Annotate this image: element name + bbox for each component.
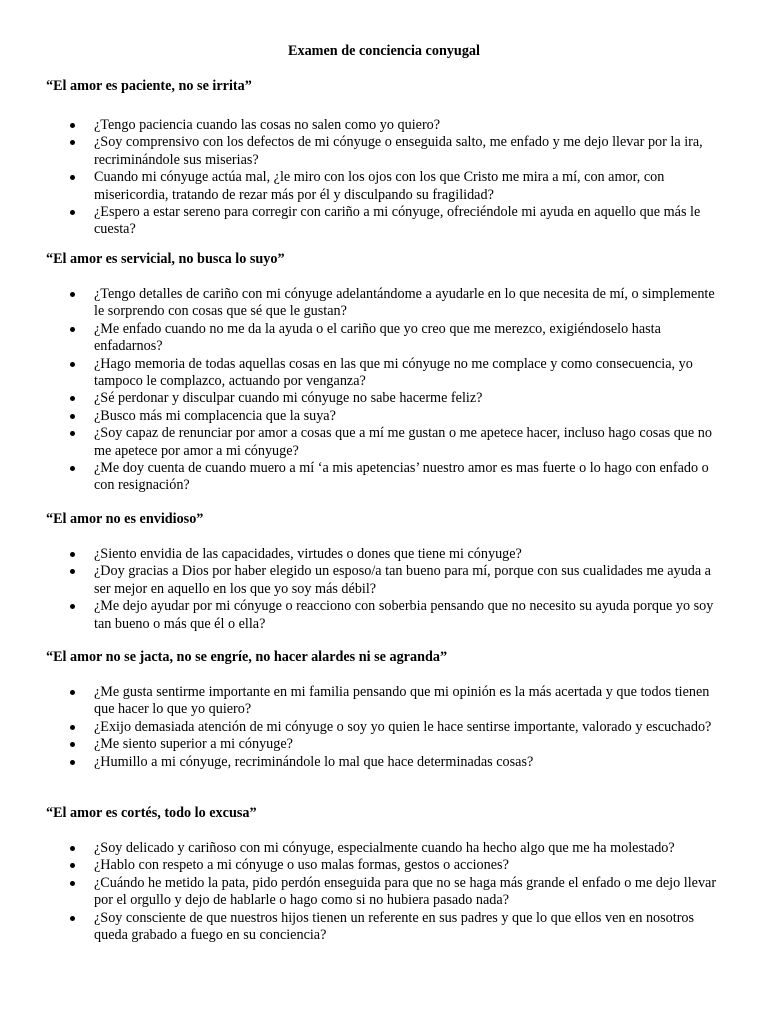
- section-heading: “El amor es cortés, todo lo excusa”: [46, 805, 257, 821]
- section-envidioso: [46, 511, 726, 633]
- bullet-icon: [70, 725, 75, 730]
- question-list: [46, 286, 726, 495]
- document-title: Examen de conciencia conyugal: [288, 43, 480, 59]
- question-list: [46, 117, 726, 239]
- section-heading: “El amor es paciente, no se irrita”: [46, 78, 252, 94]
- question-item: ¿Tengo detalles de cariño con mi cónyuge adelantándome a ayudarle en lo que necesita de mí, o simplemente le sorprendo con cosas que sé que le gustan?: [46, 286, 726, 321]
- question-list: [46, 840, 726, 944]
- bullet-icon: [70, 292, 75, 297]
- question-item: ¿Me siento superior a mi cónyuge?: [46, 736, 726, 753]
- question-item: ¿Cuándo he metido la pata, pido perdón enseguida para que no se haga más grande el enfado o me dejo llevar por el orgullo y dejo de hablarle o hago como si no hubiera pasado nada?: [46, 875, 726, 910]
- bullet-icon: [70, 690, 75, 695]
- bullet-icon: [70, 552, 75, 557]
- bullet-icon: [70, 569, 75, 574]
- section-paciente: [46, 78, 726, 239]
- question-item: ¿Doy gracias a Dios por haber elegido un esposo/a tan bueno para mí, porque con sus cualidades me ayuda a ser mejor en aquello en los que yo soy más débil?: [46, 563, 726, 598]
- question-item: ¿Hago memoria de todas aquellas cosas en las que mi cónyuge no me complace y como consecuencia, yo tampoco le complazco, actuando por venganza?: [46, 356, 726, 391]
- question-item: ¿Hablo con respeto a mi cónyuge o uso malas formas, gestos o acciones?: [46, 857, 726, 874]
- bullet-icon: [70, 431, 75, 436]
- section-heading: “El amor no se jacta, no se engríe, no hacer alardes ni se agranda”: [46, 649, 448, 665]
- question-item: ¿Me gusta sentirme importante en mi familia pensando que mi opinión es la más acertada y que todos tienen que hacer lo que yo quiero?: [46, 684, 726, 719]
- question-list: [46, 546, 726, 633]
- question-list: [46, 684, 726, 771]
- question-item: ¿Exijo demasiada atención de mi cónyuge o soy yo quien le hace sentirse importante, valorado y escuchado?: [46, 719, 726, 736]
- bullet-icon: [70, 863, 75, 868]
- question-item: ¿Me dejo ayudar por mi cónyuge o reacciono con soberbia pensando que no necesito su ayuda porque yo soy tan bueno o más que él o ella?: [46, 598, 726, 633]
- bullet-icon: [70, 742, 75, 747]
- section-cortes: [46, 805, 726, 944]
- bullet-icon: [70, 175, 75, 180]
- question-item: ¿Tengo paciencia cuando las cosas no salen como yo quiero?: [46, 117, 726, 134]
- bullet-icon: [70, 362, 75, 367]
- bullet-icon: [70, 760, 75, 765]
- bullet-icon: [70, 327, 75, 332]
- question-item: ¿Humillo a mi cónyuge, recriminándole lo mal que hace determinadas cosas?: [46, 754, 726, 771]
- question-item: ¿Siento envidia de las capacidades, virtudes o dones que tiene mi cónyuge?: [46, 546, 726, 563]
- question-item: ¿Busco más mi complacencia que la suya?: [46, 408, 726, 425]
- bullet-icon: [70, 414, 75, 419]
- question-item: ¿Soy capaz de renunciar por amor a cosas que a mí me gustan o me apetece hacer, incluso hago cosas que no me apetece por amor a mi cónyuge?: [46, 425, 726, 460]
- question-item: ¿Soy consciente de que nuestros hijos tienen un referente en sus padres y que lo que ellos ven en nosotros queda grabado a fuego en su conciencia?: [46, 910, 726, 945]
- section-heading: “El amor es servicial, no busca lo suyo”: [46, 251, 285, 267]
- bullet-icon: [70, 210, 75, 215]
- bullet-icon: [70, 140, 75, 145]
- section-heading: “El amor no es envidioso”: [46, 511, 204, 527]
- question-item: ¿Me enfado cuando no me da la ayuda o el cariño que yo creo que me merezco, exigiéndoselo hasta enfadarnos?: [46, 321, 726, 356]
- question-item: ¿Soy comprensivo con los defectos de mi cónyuge o enseguida salto, me enfado y me dejo llevar por la ira, recriminándole sus miserias?: [46, 134, 726, 169]
- question-item: ¿Espero a estar sereno para corregir con cariño a mi cónyuge, ofreciéndole mi ayuda en aquello que más le cuesta?: [46, 204, 726, 239]
- question-item: ¿Sé perdonar y disculpar cuando mi cónyuge no sabe hacerme feliz?: [46, 390, 726, 407]
- question-item: ¿Me doy cuenta de cuando muero a mí ‘a mis apetencias’ nuestro amor es mas fuerte o lo hago con enfado o con resignación?: [46, 460, 726, 495]
- section-jacta: [46, 649, 726, 771]
- bullet-icon: [70, 881, 75, 886]
- bullet-icon: [70, 396, 75, 401]
- section-servicial: [46, 251, 726, 495]
- question-item: Cuando mi cónyuge actúa mal, ¿le miro con los ojos con los que Cristo me mira a mí, con amor, con misericordia, tratando de rezar más por él y disculpando su fragilidad?: [46, 169, 726, 204]
- bullet-icon: [70, 466, 75, 471]
- bullet-icon: [70, 916, 75, 921]
- question-item: ¿Soy delicado y cariñoso con mi cónyuge, especialmente cuando ha hecho algo que me ha molestado?: [46, 840, 726, 857]
- bullet-icon: [70, 604, 75, 609]
- bullet-icon: [70, 846, 75, 851]
- bullet-icon: [70, 123, 75, 128]
